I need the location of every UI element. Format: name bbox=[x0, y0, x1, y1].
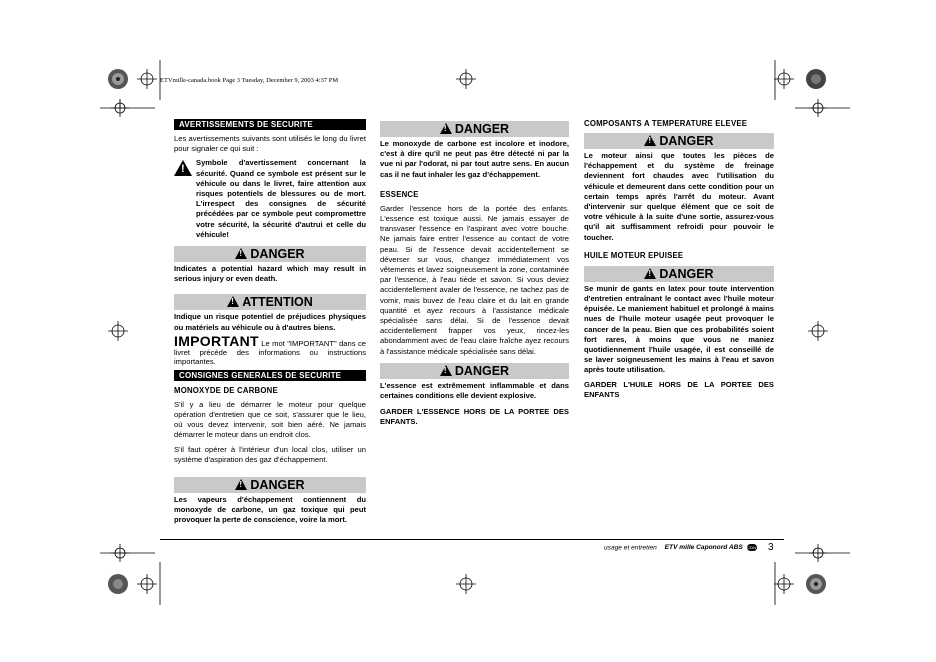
attention-label: ATTENTION bbox=[242, 295, 313, 310]
warning-triangle-icon bbox=[227, 296, 239, 307]
column-middle bbox=[380, 119, 569, 432]
danger-label-2: DANGER bbox=[454, 363, 510, 378]
footer-model: ETV mille Caponord ABS bbox=[664, 544, 743, 552]
danger-label: DANGER bbox=[250, 247, 305, 262]
monoxyde-paragraph-1: S'il y a lieu de démarrer le moteur pour quelque opération d'entretien que ce soit, s'assurer que le lieu, où vous devez intervenir, soit bien aéré. Ne jamais démarrer le moteur dans un endroit clos. bbox=[174, 399, 366, 440]
warning-triangle-icon bbox=[644, 135, 656, 146]
warning-triangle-icon bbox=[644, 268, 656, 279]
warning-triangle-icon bbox=[440, 123, 452, 134]
danger-box bbox=[584, 133, 774, 149]
safety-symbol-block bbox=[174, 158, 366, 240]
attention-text: Indique un risque potentiel de préjudices physiques ou matériels au véhicule ou à d'autres biens. bbox=[174, 312, 366, 332]
footer-rule bbox=[160, 539, 784, 540]
footer-section: usage et entretien bbox=[604, 544, 657, 552]
intro-text: Les avertissements suivants sont utilisés le long du livret pour signaler ce qui suit : bbox=[174, 134, 366, 154]
danger-box-2 bbox=[174, 477, 366, 493]
danger-text: Indicates a potential hazard which may result in serious injury or even death. bbox=[174, 264, 366, 284]
essence-text: Garder l'essence hors de la portée des enfants. L'essence est toxique aussi. Ne jamais essayer de transvaser l'essence en l'aspirant avec votre bouche. Ne jamais faire entrer l'essence au contact de votre peau. Si de l'essence devait accidentellement se déverser sur vous, changez immédiatement vos vêtements et lavez soigneusement la zone, contaminée par l'essence, à l'eau tiède et savon. Si vous deviez accidentellement avaler de l'essence, ne tachez pas de vomir, mais buvez de l'eau claire et du lait en grande quantité et ayez recours à l'assistance médicale spécialisée sans délai. Si de l'essence devait accidentellement frapper vos yeux, rincez-les abondamment avec de l'eau claire fraîche ayez recours à l'assistance médicale spécialisée sans délai. bbox=[380, 203, 569, 356]
danger-text-2: L'essence est extrêmement inflammable et dans certaines conditions elle devient explosive. bbox=[380, 380, 569, 401]
danger-text-2: Les vapeurs d'échappement contiennent du monoxyde de carbone, un gaz toxique qui peut provoquer la perte de conscience, voire la mort. bbox=[174, 495, 366, 525]
danger-label-2: DANGER bbox=[659, 266, 714, 281]
section-bar-avertissements: AVERTISSEMENTS DE SECURITE bbox=[174, 119, 366, 130]
danger-box-2 bbox=[584, 266, 774, 282]
symbol-text: Symbole d'avertissement concernant la sécurité. Quand ce symbole est présent sur le véhicule ou dans le livret, faire attention aux risques potentiels de blessures ou de mort. L'irrespect des consignes de sécurité précédées par ce symbole peut compromettre votre sécurité, la sécurité d'autrui et celle du véhicule! bbox=[196, 158, 366, 239]
cdn-badge-icon: CDN bbox=[747, 545, 756, 550]
color-target-bottom-left bbox=[108, 574, 128, 594]
danger-box bbox=[174, 246, 366, 262]
danger-label: DANGER bbox=[659, 134, 714, 148]
monoxyde-paragraph-2: S'il faut opérer à l'intérieur d'un local clos, utiliser un système d'aspiration des gaz d'échappement. bbox=[174, 444, 366, 464]
warning-triangle-icon bbox=[440, 365, 452, 376]
registration-mark-right-middle bbox=[808, 321, 828, 341]
registration-mark-left-upper bbox=[111, 99, 129, 117]
danger-box-2 bbox=[380, 363, 569, 379]
registration-mark-top-center bbox=[456, 69, 476, 89]
danger-text-2: Se munir de gants en latex pour toute intervention d'entretien entraînant le contact avec l'huile moteur épuisée. Le maniement habituel et prolongé à mains nues de l'huile moteur usagée peut provoquer le cancer de la peau. Bien que ces probabilités soient fort rares, à moins que vous ne maniez quotidiennement l'huile usagée, il est conseillé de se laver soigneusement les mains à l'eau et savon après toute utilisation. bbox=[584, 283, 774, 375]
registration-mark-bottom-left bbox=[137, 574, 157, 594]
important-text: Le mot "IMPORTANT" dans ce livret précède des informations ou instructions importantes. bbox=[174, 338, 366, 366]
color-target-top-left bbox=[108, 69, 128, 89]
danger-label: DANGER bbox=[454, 122, 510, 136]
huile-heading: HUILE MOTEUR EPUISEE bbox=[584, 250, 684, 260]
important-block bbox=[174, 332, 366, 366]
warning-triangle-icon bbox=[235, 479, 247, 490]
footer bbox=[604, 544, 757, 551]
column-right bbox=[584, 119, 774, 404]
page-number: 3 bbox=[768, 542, 774, 553]
column-left bbox=[174, 119, 366, 530]
danger-text: Le moteur ainsi que toutes les pièces de l'échappement et du système de freinage deviennent fort chaudes avec l'utilisation du véhicule et demeurent dans cette condition pour un certain temps après l'arrêt du moteur. Avant d'intervenir sur quelque élément que ce soit de votre véhicule à la suite d'une sortie, assurez-vous qu'il ait suffisamment refroidi pour pouvoir le toucher. bbox=[584, 151, 774, 242]
registration-mark-bottom-right bbox=[774, 574, 794, 594]
attention-box bbox=[174, 294, 366, 310]
danger-label-2: DANGER bbox=[250, 478, 305, 493]
danger-box bbox=[380, 121, 569, 137]
print-header: ETVmille-canada.book Page 3 Tuesday, December 9, 2003 4:37 PM bbox=[160, 77, 339, 84]
section-bar-consignes: CONSIGNES GENERALES DE SECURITE bbox=[174, 370, 366, 381]
registration-mark-bottom-center bbox=[456, 574, 476, 594]
warning-triangle-icon bbox=[174, 160, 192, 176]
color-target-top-right bbox=[806, 69, 826, 89]
garder-huile: GARDER L'HUILE HORS DE LA PORTEE DES ENFANTS bbox=[584, 379, 774, 399]
important-label: IMPORTANT bbox=[174, 332, 259, 349]
registration-mark-left-middle bbox=[108, 321, 128, 341]
garder-essence: GARDER L'ESSENCE HORS DE LA PORTEE DES ENFANTS. bbox=[380, 407, 569, 427]
monoxyde-heading: MONOXYDE DE CARBONE bbox=[174, 385, 278, 395]
danger-text: Le monoxyde de carbone est incolore et inodore, c'est à dire qu'il ne peut pas être détecté ni par la vue ni par l'odorat, ni par tout autre sens. En aucun cas il ne faut inhaler les gaz d'échappement. bbox=[380, 139, 569, 179]
registration-mark-top-left bbox=[137, 69, 157, 89]
registration-mark-top-right bbox=[774, 69, 794, 89]
composants-heading: COMPOSANTS A TEMPERATURE ELEVEE bbox=[584, 119, 748, 128]
color-target-bottom-right bbox=[806, 574, 826, 594]
essence-heading: ESSENCE bbox=[380, 189, 419, 199]
warning-triangle-icon bbox=[235, 248, 247, 259]
